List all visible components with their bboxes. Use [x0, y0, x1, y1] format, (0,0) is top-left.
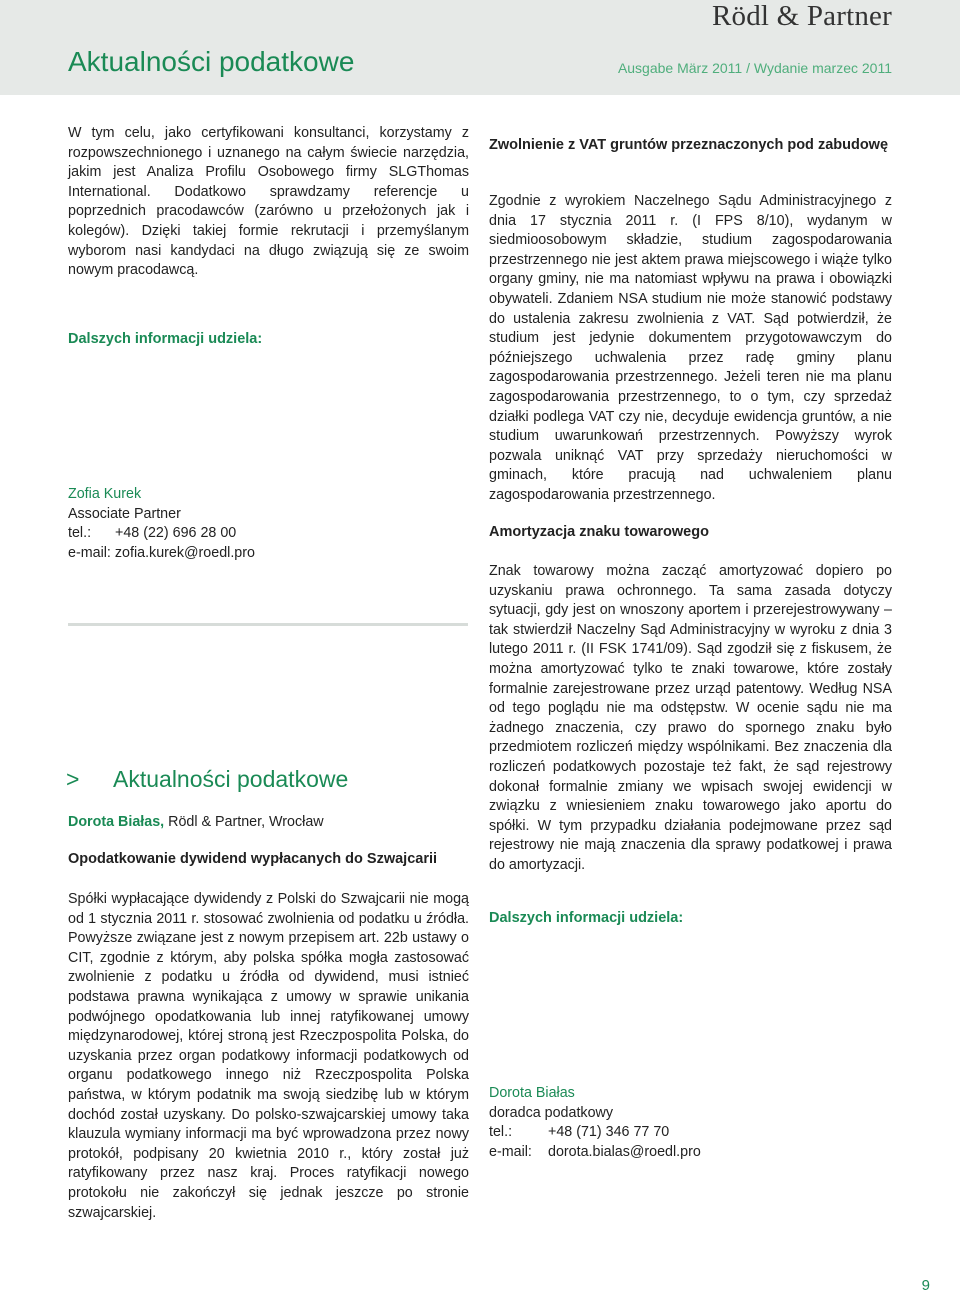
section-arrow-icon: > — [66, 766, 80, 792]
phone-label: tel.: — [489, 1124, 513, 1141]
phone-value: +48 (71) 346 77 70 — [548, 1124, 670, 1141]
contact-role: Associate Partner — [68, 505, 181, 522]
contact-card-right — [489, 1084, 892, 1162]
article-title: Opodatkowanie dywidend wypłacanych do Szwajcarii — [68, 851, 438, 867]
author-name: Dorota Białas, — [68, 814, 165, 830]
phone-label: tel.: — [68, 525, 92, 542]
contact-name: Zofia Kurek — [68, 486, 142, 502]
contact-card-left — [68, 485, 469, 563]
vat-heading — [489, 135, 892, 155]
vat-body-block — [489, 192, 892, 506]
contact-email-row — [489, 1143, 892, 1163]
amortization-body-block — [489, 562, 892, 876]
article-body-block — [68, 890, 469, 1223]
section-divider — [68, 623, 468, 626]
author-affiliation: Rödl & Partner, Wrocław — [168, 814, 324, 830]
amortization-heading: Amortyzacja znaku towarowego — [489, 524, 709, 540]
more-info-heading-right: Dalszych informacji udziela: — [489, 910, 684, 926]
email-label: e-mail: — [68, 544, 111, 561]
contact-phone-row — [489, 1123, 892, 1143]
amortization-body: Znak towarowy można zacząć amortyzować dopiero po uzyskaniu prawa ochronnego. Ta sama zasada dotyczy sytuacji, gdy jest on wnoszony aportem i przerejestrowywany – tak stwierdził Naczelny Sąd Administracyjny w wyroku z dnia 3 lutego 2011 r. (II FSK 1741/09). Sąd zgodził się z fiskusem, że można amortyzować tylko te znaki towarowe, które zostały formalnie zarejestrowane przez urząd patentowy. Według NSA od tego poglądu nie ma odstępstw. W ocenie sądu nie ma żadnego znaczenia, czy prawo do spornego znaku było przedmiotem rozliczeń między wspólnikami. Bez znaczenia dla rozliczeń podatkowych pozostaje też fakt, że sąd rejestrowy dokonał formalnie zmiany we wpisach swojej ewidencji w związku z wniesieniem znaku towarowego jako aportu do spółki. W tym przypadku działania podejmowane przez sąd rejestrowy nie mają znaczenia dla sprawy podatkowej i prawa do amortyzacji. — [489, 563, 892, 873]
contact-name: Dorota Białas — [489, 1085, 575, 1101]
email-link[interactable]: zofia.kurek@roedl.pro — [114, 544, 255, 561]
intro-paragraph: W tym celu, jako certyfikowani konsultanci, korzystamy z rozpowszechnionego i uznanego na całym świecie narzędzia, jakim jest Analiza Profilu Osobowego firmy SLGThomas International. Dodatkowo sprawdzamy referencje u poprzednich pracodawców (zarówno u przełożonych jak i kolegów). Dzięki takiej formie rekrutacji i przemyślanym wyborom nasi kandydaci na długo związują się ze swoim nowym pracodawcą. — [68, 125, 469, 279]
publication-title: Aktualności podatkowe — [68, 46, 355, 77]
page-header — [0, 0, 960, 95]
contact-email-row — [68, 544, 469, 564]
intro-text-block — [68, 124, 469, 281]
article-body: Spółki wypłacające dywidendy z Polski do Szwajcarii nie mogą od 1 stycznia 2011 r. stosować zwolnienia od podatku u źródła. Powyższe związane jest z nowym przepisem art. 22b ustawy o CIT, zgodnie z którym, aby polska spółka mogła zastosować zwolnienie z podatku u źródła od dywidend, musi istnieć podstawa prawna wynikająca z umowy w sprawie unikania podwójnego opodatkowania lub innej ratyfikowanej umowy międzynarodowej, której stroną jest Rzeczpospolita Polska, do uzyskania przez organ podatkowy informacji podatkowych od organu podatkowego innego niż Rzeczpospolita Polska państwa, w którym podatnik ma swoją siedzibę lub w którym dochód został uzyskany. Do polsko-szwajcarskiej umowy taka klauzula wymiany informacji ma być wprowadzona przez nowy protokół, podpisany 20 kwietnia 2010 r., który został już ratyfikowany przez nasz kraj. Proces ratyfikacji nowego protokołu nie zakończył się jednak jeszcze po stronie szwajcarskiej. — [68, 891, 469, 1221]
edition-label: Ausgabe März 2011 / Wydanie marzec 2011 — [617, 60, 892, 76]
brand-logo: Rödl & Partner — [711, 0, 892, 32]
vat-heading-text: Zwolnienie z VAT gruntów przeznaczonych pod zabudowę — [489, 137, 889, 153]
contact-phone-row — [68, 524, 469, 544]
contact-role: doradca podatkowy — [489, 1104, 613, 1121]
section-title: Aktualności podatkowe — [113, 766, 349, 792]
vat-body: Zgodnie z wyrokiem Naczelnego Sądu Administracyjnego z dnia 17 stycznia 2011 r. (I FPS 8/10), wydanym w siedmioosobowym składzie, studium zagospodarowania przestrzennego nie jest aktem prawa miejscowego i wiąże tylko organy gminy, nie ma natomiast wpływu na prawa i obowiązki obywateli. Zdaniem NSA studium nie może stanowić podstawy do ustalenia zakresu zwolnienia z VAT. Sąd potwierdził, że studium jest jedynie dokumentem przygotowawczym do późniejszego uchwalenia przez radę gminy planu zagospodarowania przestrzennego. Jeżeli teren nie ma planu zagospodarowania przestrzennego, to o tym, czy sprzedaż działki podlega VAT czy nie, decyduje ewidencja gruntów, a nie studium uwarunkowań przestrzennych. Powyższy wyrok pozwala uniknąć VAT przy sprzedaży nieruchomości w gminach, które pracują nad uchwaleniem planu zagospodarowania przestrzennego. — [489, 193, 892, 503]
more-info-heading-left: Dalszych informacji udziela: — [68, 331, 263, 347]
email-link[interactable]: dorota.bialas@roedl.pro — [548, 1143, 701, 1160]
page-number: 9 — [921, 1277, 930, 1294]
phone-value: +48 (22) 696 28 00 — [115, 525, 237, 542]
email-label: e-mail: — [489, 1143, 532, 1160]
article-byline — [68, 813, 469, 833]
